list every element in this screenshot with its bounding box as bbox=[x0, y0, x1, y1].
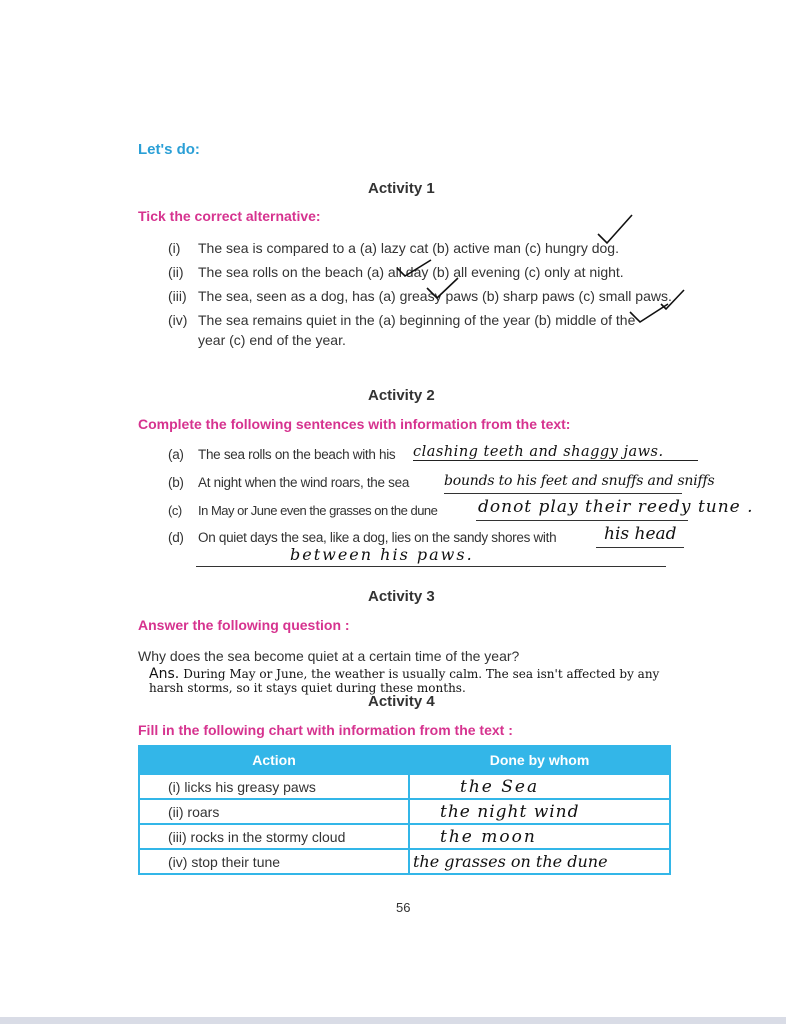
activity-2-instruction: Complete the following sentences with information from the text: bbox=[138, 416, 571, 432]
handwritten-answer: bounds to his feet and snuffs and sniffs bbox=[444, 473, 715, 489]
item-text: year (c) end of the year. bbox=[198, 332, 346, 348]
item-number: (c) bbox=[168, 503, 182, 518]
activity-1-title: Activity 1 bbox=[368, 180, 435, 197]
answer-line: harsh storms, so it stays quiet during these months. bbox=[149, 681, 466, 695]
answer-underline bbox=[476, 520, 688, 521]
chart-action-cell: (iii) rocks in the stormy cloud bbox=[139, 824, 409, 849]
page-number: 56 bbox=[396, 900, 411, 915]
activity-1-instruction: Tick the correct alternative: bbox=[138, 208, 321, 224]
item-text: On quiet days the sea, like a dog, lies on the sandy shores with bbox=[198, 530, 557, 545]
item-text: The sea remains quiet in the (a) beginning of the year (b) middle of the bbox=[198, 312, 636, 328]
item-text: The sea rolls on the beach (a) all day (b) all evening (c) only at night. bbox=[198, 264, 624, 280]
lets-do-heading: Let's do: bbox=[138, 141, 200, 158]
chart-header-row bbox=[139, 746, 670, 774]
handwritten-answer: the grasses on the dune bbox=[413, 852, 608, 871]
chart-header-action: Action bbox=[139, 746, 409, 774]
chart-header-who: Done by whom bbox=[409, 746, 670, 774]
item-text: The sea rolls on the beach with his bbox=[198, 447, 396, 462]
chart-action-cell: (i) licks his greasy paws bbox=[139, 774, 409, 799]
tick-mark-icon bbox=[595, 212, 635, 246]
item-number: (b) bbox=[168, 475, 184, 490]
activity-3-title: Activity 3 bbox=[368, 588, 435, 605]
answer-label: Ans. bbox=[149, 666, 180, 682]
answer-line: During May or June, the weather is usually calm. The sea isn't affected by any bbox=[183, 667, 660, 681]
table-row bbox=[139, 774, 670, 799]
item-text: The sea is compared to a (a) lazy cat (b) active man (c) hungry dog. bbox=[198, 240, 619, 256]
table-row bbox=[139, 849, 670, 874]
handwritten-answer: the Sea bbox=[460, 776, 540, 797]
bottom-bar bbox=[0, 1017, 786, 1024]
item-text: The sea, seen as a dog, has (a) greasy paws (b) sharp paws (c) small paws. bbox=[198, 288, 672, 304]
chart-action-cell: (ii) roars bbox=[139, 799, 409, 824]
item-number: (d) bbox=[168, 530, 184, 545]
table-row bbox=[139, 824, 670, 849]
activity-4-title: Activity 4 bbox=[368, 693, 435, 710]
item-number: (a) bbox=[168, 447, 184, 462]
activity-3-answer bbox=[149, 666, 659, 682]
table-row bbox=[139, 799, 670, 824]
item-number: (i) bbox=[168, 240, 181, 256]
chart-who-cell bbox=[409, 799, 670, 824]
handwritten-answer: his head bbox=[604, 524, 677, 544]
chart-who-cell bbox=[409, 774, 670, 799]
chart-action-cell: (iv) stop their tune bbox=[139, 849, 409, 874]
handwritten-answer: the moon bbox=[440, 826, 537, 847]
handwritten-answer: the night wind bbox=[440, 801, 580, 822]
activity-3-question: Why does the sea become quiet at a certain time of the year? bbox=[138, 648, 520, 664]
chart-who-cell bbox=[409, 849, 670, 874]
handwritten-answer: between his paws. bbox=[290, 545, 474, 564]
handwritten-answer: clashing teeth and shaggy jaws. bbox=[413, 444, 698, 461]
item-text: At night when the wind roars, the sea bbox=[198, 475, 410, 490]
answer-underline bbox=[196, 566, 666, 567]
item-number: (ii) bbox=[168, 264, 184, 280]
activity-4-instruction: Fill in the following chart with information from the text : bbox=[138, 722, 513, 738]
answer-underline bbox=[444, 493, 682, 494]
chart-who-cell bbox=[409, 824, 670, 849]
activity-2-title: Activity 2 bbox=[368, 387, 435, 404]
activity-3-instruction: Answer the following question : bbox=[138, 617, 350, 633]
item-number: (iii) bbox=[168, 288, 187, 304]
item-text: In May or June even the grasses on the dune bbox=[198, 503, 438, 518]
item-number: (iv) bbox=[168, 312, 188, 328]
activity-4-chart bbox=[138, 745, 671, 875]
answer-underline bbox=[596, 547, 684, 548]
tick-mark-icon bbox=[425, 276, 461, 302]
handwritten-answer: donot play their reedy tune . bbox=[478, 497, 754, 517]
tick-mark-icon bbox=[628, 302, 670, 326]
